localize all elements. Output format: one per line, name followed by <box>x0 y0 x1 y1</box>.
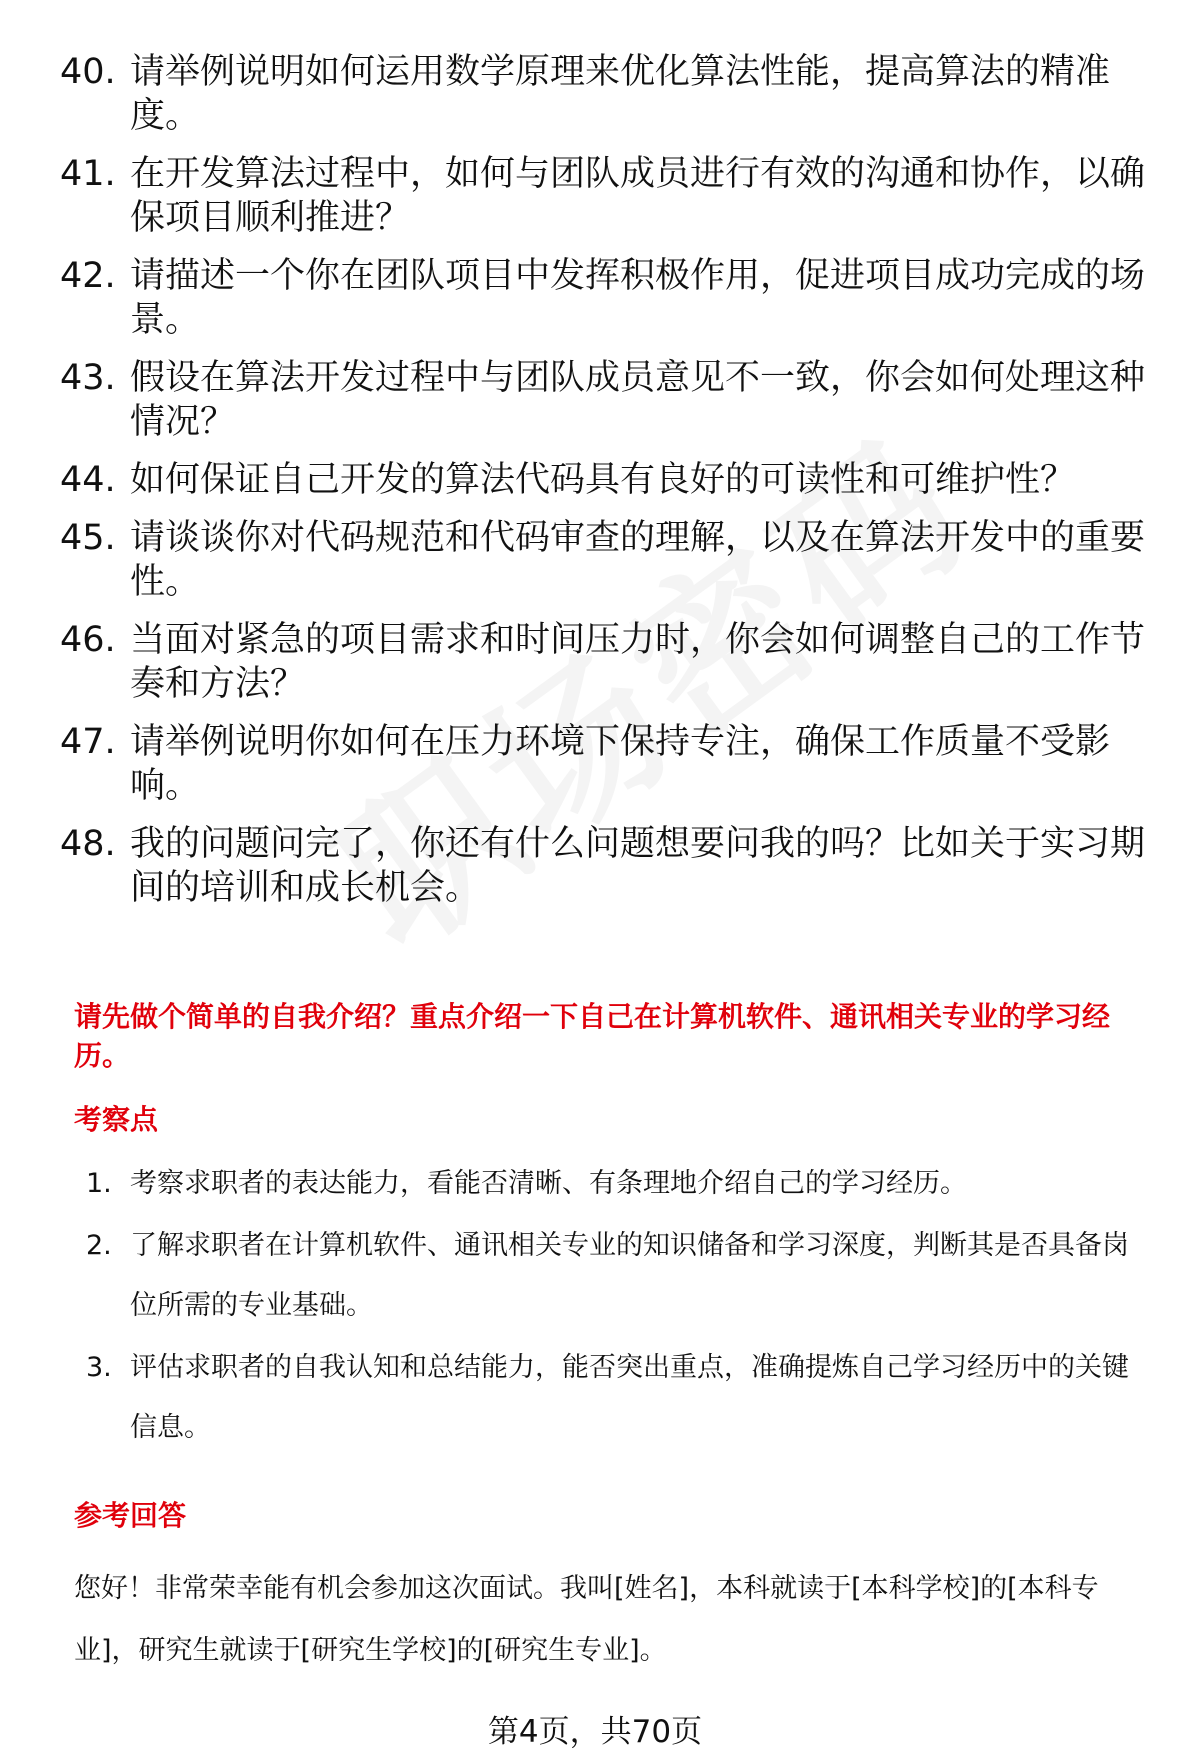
question-item <box>60 516 1150 604</box>
question-text: 请举例说明如何运用数学原理来优化算法性能，提高算法的精准度。 <box>130 52 1111 136</box>
question-number: 43. <box>60 358 116 398</box>
point-number: 3. <box>86 1352 112 1383</box>
question-text: 请谈谈你对代码规范和代码审查的理解，以及在算法开发中的重要性。 <box>130 518 1146 602</box>
question-text: 当面对紧急的项目需求和时间压力时，你会如何调整自己的工作节奏和方法？ <box>130 620 1146 704</box>
question-number: 44. <box>60 460 116 500</box>
point-text: 了解求职者在计算机软件、通讯相关专业的知识储备和学习深度，判断其是否具备岗位所需的专业基础。 <box>130 1230 1129 1321</box>
reference-answer-text: 您好！非常荣幸能有机会参加这次面试。我叫[姓名]，本科就读于[本科学校]的[本科专业]，研究生就读于[研究生学校]的[研究生专业]。 <box>74 1573 1099 1666</box>
point-number: 1. <box>86 1168 112 1199</box>
page-number: 第4页，共70页 <box>487 1714 703 1750</box>
question-item <box>60 618 1150 706</box>
question-item <box>60 254 1150 342</box>
question-item <box>60 50 1150 138</box>
kaochadian-label: 考察点 <box>74 1103 159 1136</box>
question-item <box>60 720 1150 808</box>
question-text: 假设在算法开发过程中与团队成员意见不一致，你会如何处理这种情况？ <box>130 358 1146 442</box>
assessment-point <box>86 1338 1151 1458</box>
question-number: 40. <box>60 52 116 92</box>
question-item <box>60 822 1150 910</box>
question-text: 在开发算法过程中，如何与团队成员进行有效的沟通和协作，以确保项目顺利推进？ <box>130 154 1146 238</box>
question-text: 如何保证自己开发的算法代码具有良好的可读性和可维护性？ <box>130 460 1076 500</box>
question-item <box>60 152 1150 240</box>
question-list <box>60 50 1150 924</box>
question-number: 46. <box>60 620 116 660</box>
reference-answer-label: 参考回答 <box>74 1499 187 1532</box>
question-text: 请描述一个你在团队项目中发挥积极作用，促进项目成功完成的场景。 <box>130 256 1146 340</box>
question-text: 请举例说明你如何在压力环境下保持专注，确保工作质量不受影响。 <box>130 722 1111 806</box>
question-number: 45. <box>60 518 116 558</box>
point-number: 2. <box>86 1230 112 1261</box>
assessment-point <box>86 1154 1151 1214</box>
question-number: 42. <box>60 256 116 296</box>
question-number: 41. <box>60 154 116 194</box>
question-text: 我的问题问完了，你还有什么问题想要问我的吗？比如关于实习期间的培训和成长机会。 <box>130 824 1146 908</box>
assessment-points-list <box>86 1154 1151 1460</box>
point-text: 考察求职者的表达能力，看能否清晰、有条理地介绍自己的学习经历。 <box>130 1168 967 1199</box>
assessment-point <box>86 1216 1151 1336</box>
question-item <box>60 356 1150 444</box>
question-number: 48. <box>60 824 116 864</box>
point-text: 评估求职者的自我认知和总结能力，能否突出重点，准确提炼自己学习经历中的关键信息。 <box>130 1352 1129 1443</box>
question-item <box>60 458 1150 502</box>
question-number: 47. <box>60 722 116 762</box>
section-question-heading: 请先做个简单的自我介绍？重点介绍一下自己在计算机软件、通讯相关专业的学习经历。 <box>74 1000 1111 1072</box>
